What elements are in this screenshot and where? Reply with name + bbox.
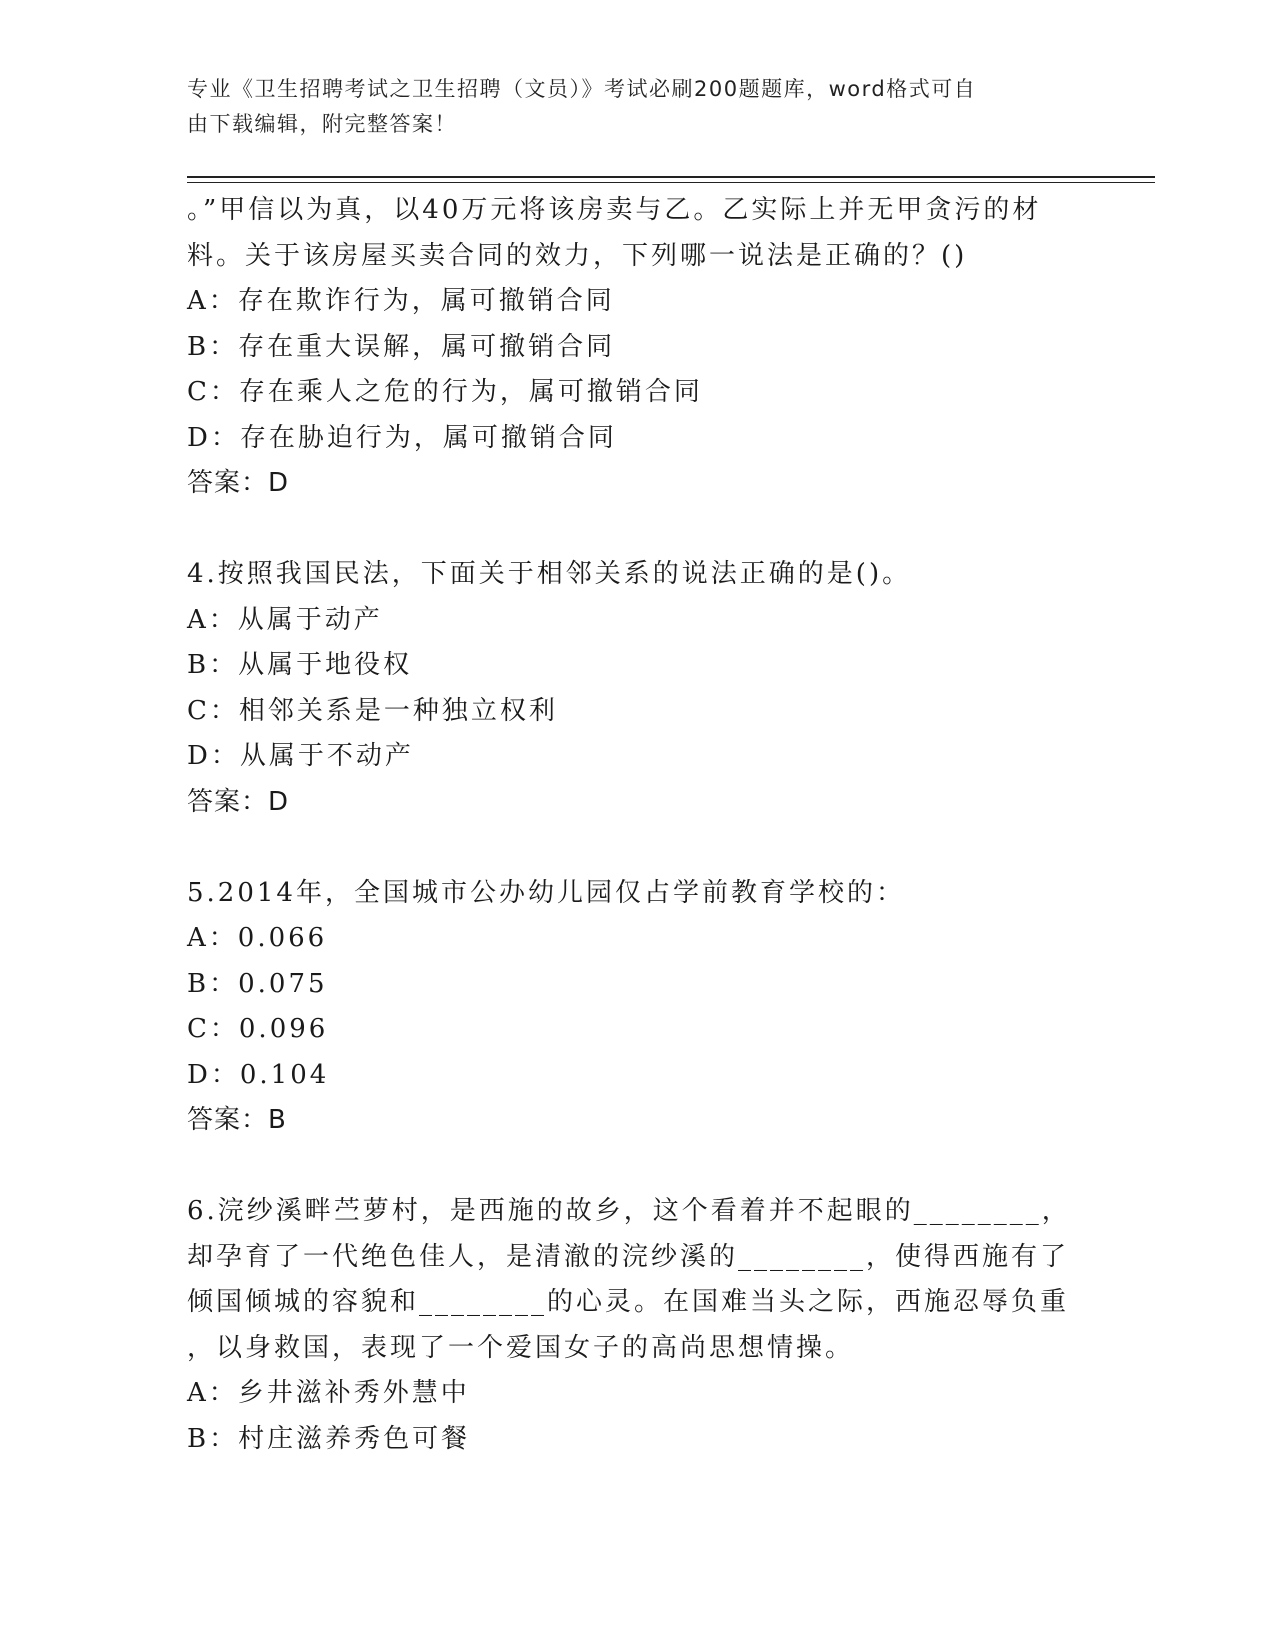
option-a: A：乡井滋补秀外慧中: [187, 1378, 470, 1408]
option-d: D：从属于不动产: [187, 741, 414, 771]
question-5: [187, 871, 1087, 1144]
question-stem-line: 4.按照我国民法，下面关于相邻关系的说法正确的是()。: [187, 559, 912, 589]
answer-line: 答案：D: [187, 468, 290, 498]
option-a: A：存在欺诈行为，属可撤销合同: [187, 286, 615, 316]
question-3: [187, 188, 1087, 507]
question-stem-line: 6.浣纱溪畔苎萝村，是西施的故乡，这个看着并不起眼的________，: [187, 1196, 1071, 1226]
spacer: [187, 1144, 1087, 1190]
question-stem-line: 倾国倾城的容貌和________的心灵。在国难当头之际，西施忍辱负重: [187, 1287, 1070, 1317]
option-d: D：0.104: [187, 1059, 330, 1090]
question-stem-line: 5.2014年，全国城市公办幼儿园仅占学前教育学校的：: [187, 877, 905, 908]
option-c: C：存在乘人之危的行为，属可撤销合同: [187, 377, 703, 407]
option-b: B：存在重大误解，属可撤销合同: [187, 331, 616, 362]
document-body: [187, 188, 1087, 1462]
question-4: [187, 552, 1087, 825]
option-a: A：从属于动产: [187, 604, 383, 635]
spacer: [187, 825, 1087, 871]
header-rule-thick: [187, 176, 1155, 178]
document-header: [187, 72, 1087, 142]
question-stem-line: 。”甲信以为真，以40万元将该房卖与乙。乙实际上并无甲贪污的材: [187, 195, 1042, 225]
answer-line: 答案：B: [187, 1105, 287, 1135]
header-line-1: 专业《卫生招聘考试之卫生招聘（文员）》考试必刷200题题库，word格式可自: [187, 77, 977, 101]
option-d: D：存在胁迫行为，属可撤销合同: [187, 422, 617, 453]
option-b: B：从属于地役权: [187, 650, 413, 680]
question-stem-line: ，以身救国，表现了一个爱国女子的高尚思想情操。: [187, 1332, 855, 1363]
option-a: A：0.066: [187, 923, 328, 953]
header-rule-thin: [187, 182, 1155, 183]
question-6: [187, 1189, 1087, 1462]
question-stem-line: 料。关于该房屋买卖合同的效力，下列哪一说法是正确的？(): [187, 240, 968, 271]
option-b: B：村庄滋养秀色可餐: [187, 1423, 471, 1454]
option-c: C：相邻关系是一种独立权利: [187, 695, 558, 726]
header-line-2: 由下载编辑，附完整答案！: [187, 112, 457, 136]
option-b: B：0.075: [187, 968, 328, 999]
question-stem-line: 却孕育了一代绝色佳人，是清澈的浣纱溪的________，使得西施有了: [187, 1241, 1070, 1272]
option-c: C：0.096: [187, 1014, 329, 1044]
answer-line: 答案：D: [187, 786, 290, 817]
spacer: [187, 507, 1087, 553]
